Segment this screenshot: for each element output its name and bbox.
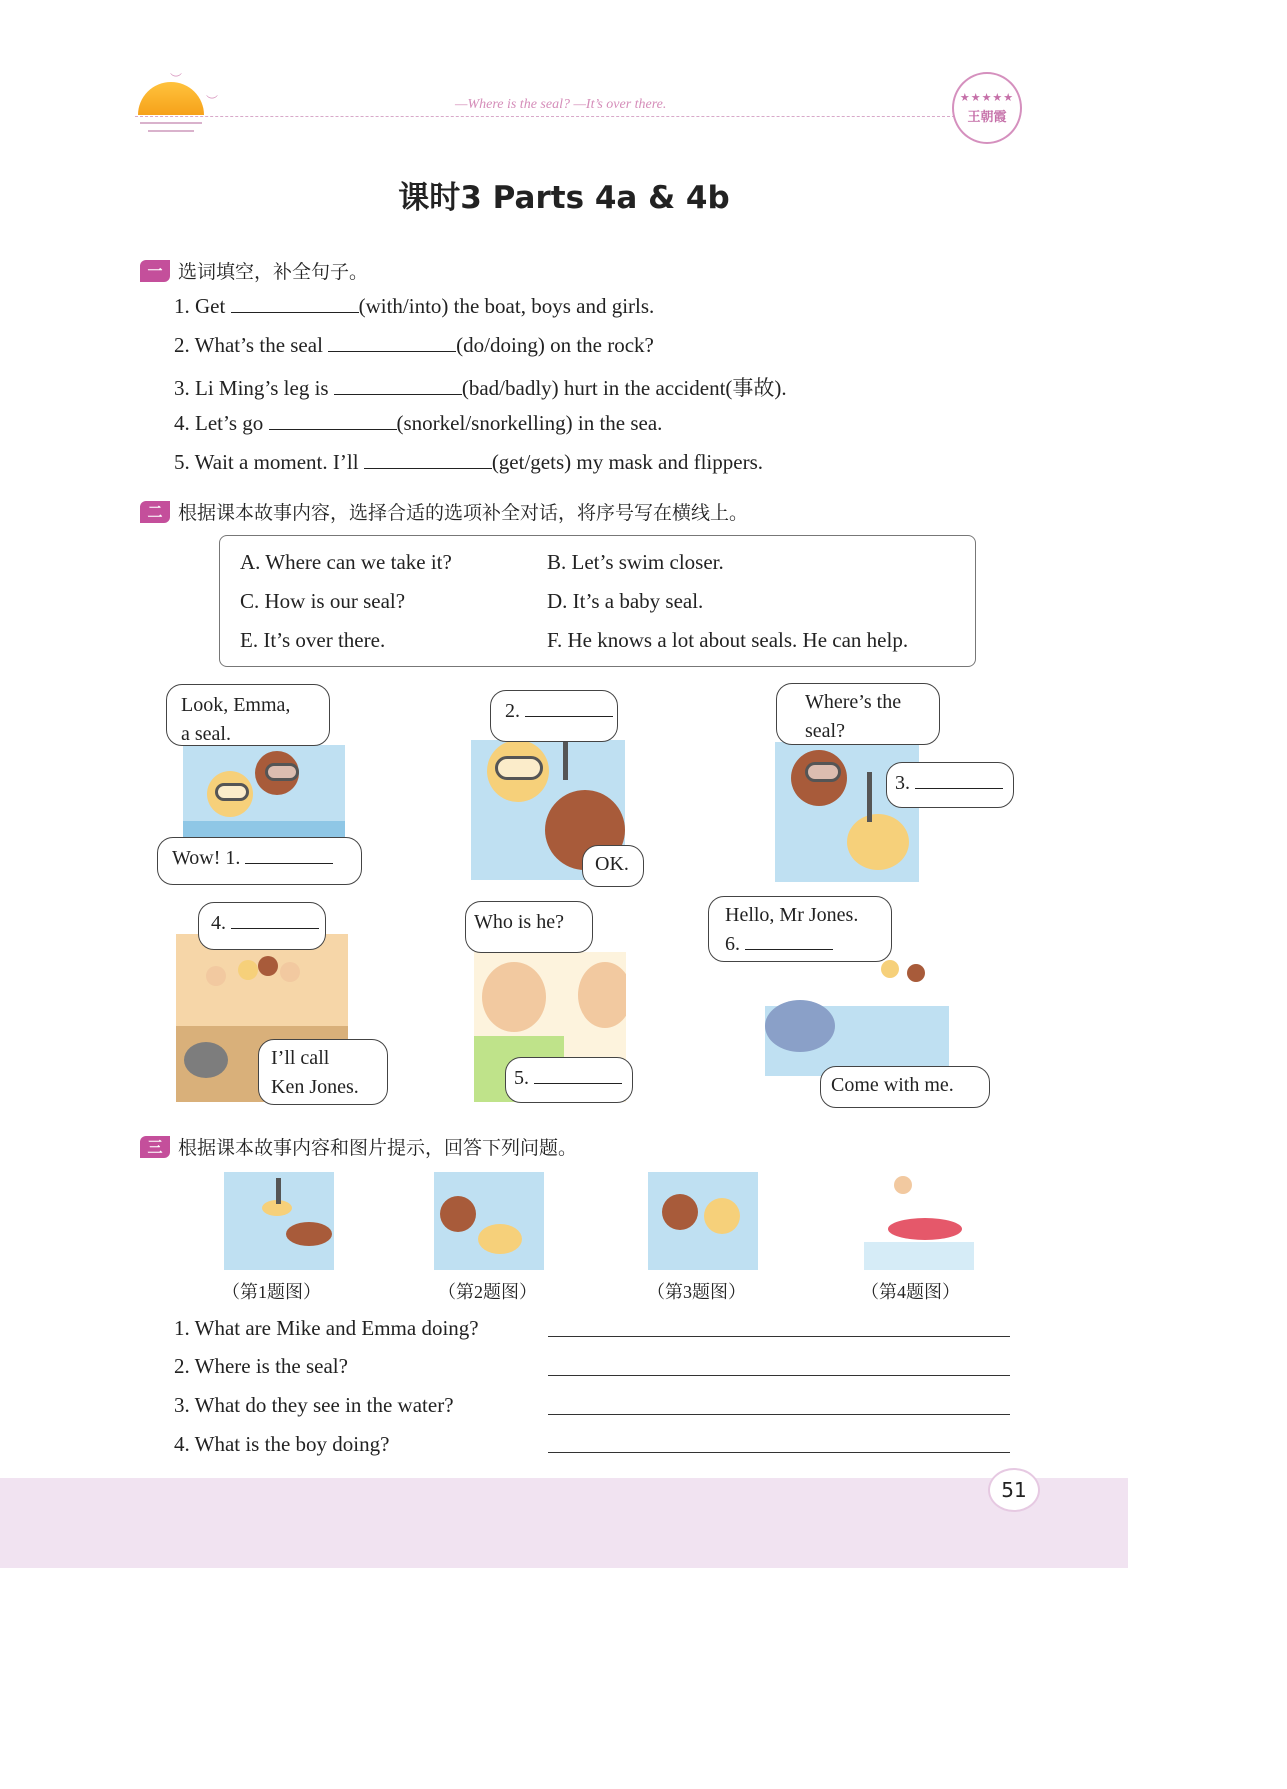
girl-head [440,1196,476,1232]
jet-ski-icon [888,1218,962,1240]
answer-line[interactable] [548,1452,1010,1453]
snorkel-icon [867,772,872,822]
diving-mask-icon [805,762,841,782]
boy-head [478,1224,522,1254]
stars-icon: ★★★★★ [959,91,1015,104]
water-ripple [183,821,345,837]
question: 4. What is the boy doing? [174,1432,390,1456]
section-instruction: 根据课本故事内容和图片提示，回答下列问题。 [178,1137,578,1159]
exercise-item: 1. Get (with/into) the boat, boys and girls. [174,294,655,318]
man-head [578,962,626,1028]
person-head [206,966,226,986]
bird-icon: ︶ [206,94,219,108]
bird-icon: ︶ [170,72,183,86]
page-footer-band [0,1478,1128,1568]
question-3-picture [648,1172,758,1270]
answer-blank[interactable] [745,932,833,950]
question-4-picture [864,1172,974,1270]
snorkel-icon [563,740,568,780]
answer-blank[interactable] [245,846,333,864]
answer-line[interactable] [548,1375,1010,1376]
seal-illustration [184,1042,228,1078]
option-f: F. He knows a lot about seals. He can help. [547,628,909,652]
section-2-heading [140,498,748,525]
diving-mask-icon [215,783,249,801]
girl-head [662,1194,698,1230]
answer-line[interactable] [548,1414,1010,1415]
answer-blank[interactable] [364,451,492,469]
comic-panel-1-illustration [183,745,345,837]
speech-bubble: 5. [505,1057,633,1103]
picture-caption: （第4题图） [861,1282,960,1302]
section-number-badge: 三 [140,1136,170,1158]
seal-illustration [286,1222,332,1246]
boy-head [704,1198,740,1234]
answer-blank[interactable] [534,1066,622,1084]
option-a: A. Where can we take it? [240,550,452,574]
page-title: 课时3 Parts 4a & 4b [398,180,730,216]
exercise-item: 5. Wait a moment. I’ll (get/gets) my mask and flippers. [174,450,763,474]
speech-bubble: 2. [490,690,618,742]
answer-line[interactable] [548,1336,1010,1337]
person-head [258,956,278,976]
section-number-badge: 二 [140,501,170,523]
running-title: —Where is the seal? —It’s over there. [455,97,667,112]
section-number-badge: 一 [140,260,170,282]
hat-illustration [765,1000,835,1052]
speech-bubble: 4. [198,902,326,950]
option-c: C. How is our seal? [240,589,406,613]
option-b: B. Let’s swim closer. [547,550,724,574]
answer-blank[interactable] [269,412,397,430]
diving-mask-icon [265,763,299,781]
exercise-item: 3. Li Ming’s leg is (bad/badly) hurt in the accident(事故). [174,376,787,400]
speech-bubble: Look, Emma, a seal. [166,684,330,746]
sun-reflection-line [148,130,194,132]
sea-water [864,1242,974,1270]
exercise-item: 2. What’s the seal (do/doing) on the rock? [174,333,654,357]
question: 2. Where is the seal? [174,1354,348,1378]
section-3-heading [140,1133,577,1160]
person-head [238,960,258,980]
speech-bubble: I’ll call Ken Jones. [258,1039,388,1105]
speech-bubble: Where’s the seal? [776,683,940,745]
speech-bubble: Wow! 1. [157,837,362,885]
question: 3. What do they see in the water? [174,1393,454,1417]
picture-caption: （第1题图） [222,1282,321,1302]
diving-mask-icon [495,756,543,780]
speech-bubble: Hello, Mr Jones. 6. [708,896,892,962]
person-head [280,962,300,982]
option-d: D. It’s a baby seal. [547,589,704,613]
question-1-picture [224,1172,334,1270]
picture-caption: （第3题图） [647,1282,746,1302]
brand-name: 王朝霞 [967,109,1007,124]
question-2-picture [434,1172,544,1270]
question: 1. What are Mike and Emma doing? [174,1316,479,1340]
picture-caption: （第2题图） [438,1282,537,1302]
header-divider [135,116,955,117]
answer-blank[interactable] [231,911,319,929]
answer-blank[interactable] [231,295,359,313]
answer-blank[interactable] [525,699,613,717]
snorkel-icon [276,1178,281,1204]
section-1-heading [140,257,368,284]
exercise-item: 4. Let’s go (snorkel/snorkelling) in the sea. [174,411,663,435]
person-head [907,964,925,982]
brand-seal [952,72,1022,144]
boy-head [894,1176,912,1194]
sun-reflection-line [140,122,202,124]
comic-panel-6-illustration [765,954,949,1076]
speech-bubble: Who is he? [465,901,593,953]
answer-blank[interactable] [915,771,1003,789]
option-e: E. It’s over there. [240,628,386,652]
section-instruction: 选词填空，补全句子。 [178,261,369,283]
person-head [881,960,899,978]
boy-head [847,814,909,870]
section-instruction: 根据课本故事内容，选择合适的选项补全对话，将序号写在横线上。 [178,502,749,524]
man-head [482,962,546,1032]
answer-blank[interactable] [334,377,462,395]
answer-blank[interactable] [328,334,456,352]
page-number: 51 [988,1468,1040,1512]
speech-bubble: OK. [582,845,644,887]
speech-bubble: Come with me. [820,1066,990,1108]
speech-bubble: 3. [886,762,1014,808]
